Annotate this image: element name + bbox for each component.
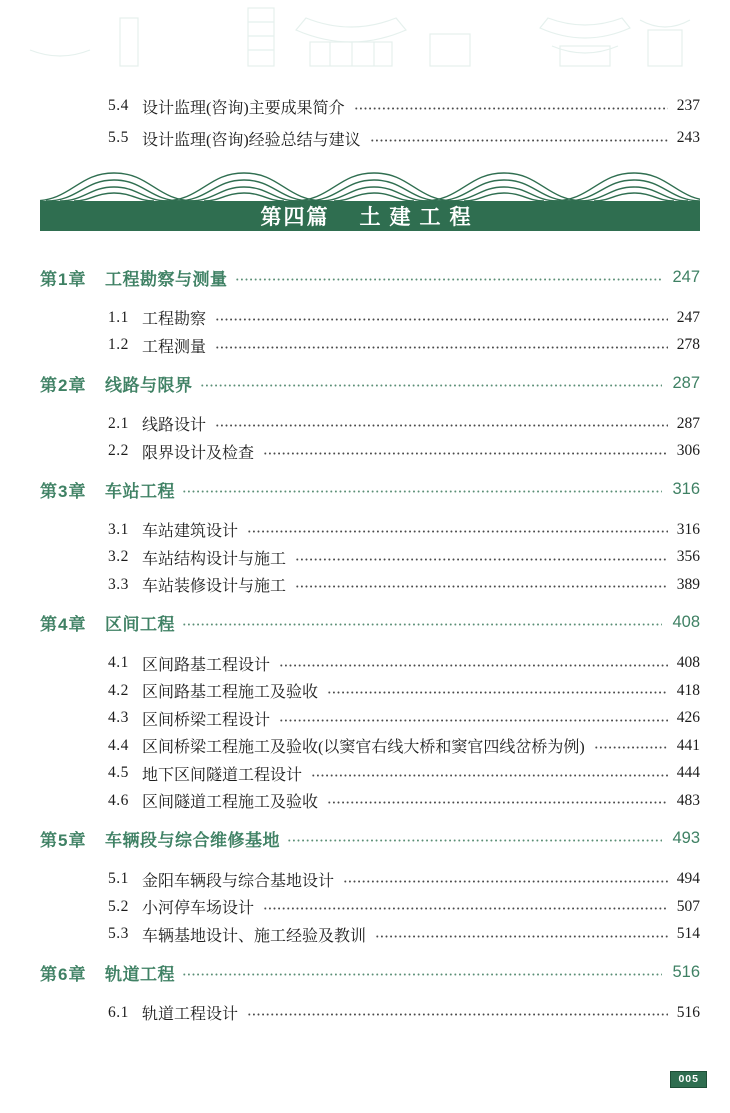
section-title: 区间桥梁工程设计 <box>142 711 271 729</box>
dot-leader <box>215 410 668 438</box>
chapter-title: 车辆段与综合维修基地 <box>105 831 280 850</box>
dot-leader <box>279 650 668 678</box>
chapter-heading-row <box>40 608 700 638</box>
section-title: 小河停车场设计 <box>142 900 255 918</box>
chapter-title: 工程勘察与测量 <box>105 269 228 289</box>
chapter-heading-row <box>40 824 700 854</box>
chapter-page-number: 493 <box>672 829 700 847</box>
chapter-label: 第1章 <box>40 269 87 289</box>
section-page-number: 441 <box>676 736 700 754</box>
chapter-title: 线路与限界 <box>105 375 193 395</box>
part-title: 土建工程 <box>359 206 480 229</box>
dot-leader <box>247 516 668 544</box>
chapter-block <box>40 368 700 465</box>
section-page-number: 243 <box>676 129 700 146</box>
toc-entry-row <box>108 999 700 1027</box>
toc-entry-row <box>108 650 700 678</box>
chapter-page-number: 408 <box>672 613 700 631</box>
section-number: 5.4 <box>108 97 129 114</box>
section-title: 限界设计及检查 <box>142 444 255 462</box>
chapter-page-number: 316 <box>672 479 700 498</box>
chapter-label: 第3章 <box>40 481 87 501</box>
dot-leader <box>247 999 668 1027</box>
dot-leader <box>311 760 668 788</box>
chapter-title: 区间工程 <box>105 615 175 634</box>
toc-entry-row <box>108 410 700 438</box>
section-page-number: 389 <box>676 575 700 593</box>
section-title: 车站装修设计与施工 <box>142 578 287 596</box>
section-page-number: 426 <box>676 709 700 727</box>
section-page-number: 507 <box>676 897 700 915</box>
chapter-label: 第5章 <box>40 831 87 850</box>
section-number: 1.2 <box>108 336 129 354</box>
chapter-heading-row <box>40 474 700 504</box>
toc-entry-row <box>108 760 700 788</box>
chapter-sections <box>40 866 700 949</box>
dot-leader <box>200 368 663 398</box>
dot-leader <box>263 438 668 466</box>
dot-leader <box>182 608 662 638</box>
part-label: 第四篇 <box>260 206 330 229</box>
section-title: 工程勘察 <box>142 311 207 329</box>
dot-leader <box>354 90 668 122</box>
toc-entry-row <box>108 705 700 733</box>
section-page-number: 408 <box>676 654 700 672</box>
toc-entry-row <box>108 921 700 949</box>
dot-leader <box>182 957 662 987</box>
toc-entry-row <box>108 787 700 815</box>
section-title: 工程测量 <box>142 338 207 356</box>
section-number: 5.1 <box>108 870 129 888</box>
section-page-number: 418 <box>676 681 700 699</box>
section-number: 4.3 <box>108 709 129 727</box>
section-title: 区间桥梁工程施工及验收(以窦官右线大桥和窦官四线岔桥为例) <box>142 739 585 757</box>
dot-leader <box>263 893 668 921</box>
section-number: 3.2 <box>108 548 129 566</box>
chapter-label: 第6章 <box>40 964 87 984</box>
prelude-items <box>40 90 700 154</box>
toc-entry-row <box>108 90 700 122</box>
chapter-sections <box>40 999 700 1027</box>
chapter-heading-row <box>40 262 700 292</box>
chapter-title: 车站工程 <box>105 481 175 501</box>
chapter-page-number: 516 <box>672 962 700 981</box>
section-title: 地下区间隧道工程设计 <box>142 766 303 784</box>
chapter-page-number: 247 <box>672 267 700 286</box>
header-illustration <box>0 0 730 72</box>
toc-page <box>40 72 700 1027</box>
toc-entry-row <box>108 332 700 360</box>
section-title: 线路设计 <box>142 417 207 435</box>
section-number: 5.5 <box>108 129 129 146</box>
chapter-label: 第4章 <box>40 615 87 634</box>
chapter-page-number: 287 <box>672 373 700 392</box>
toc-entry-row <box>108 866 700 894</box>
section-title: 区间路基工程设计 <box>142 656 271 674</box>
section-page-number: 356 <box>676 548 700 566</box>
section-title: 金阳车辆段与综合基地设计 <box>142 872 335 890</box>
dot-leader <box>295 571 668 599</box>
chapter-sections <box>40 304 700 359</box>
section-page-number: 237 <box>676 97 700 114</box>
chapter-heading-row <box>40 368 700 398</box>
dot-leader <box>370 122 668 154</box>
section-page-number: 483 <box>676 791 700 809</box>
section-number: 3.3 <box>108 575 129 593</box>
section-title: 车站建筑设计 <box>142 523 239 541</box>
section-title: 设计监理(咨询)主要成果简介 <box>142 99 345 117</box>
dot-leader <box>182 474 662 504</box>
toc-entry-row <box>108 571 700 599</box>
dot-leader <box>594 732 668 760</box>
dot-leader <box>287 824 662 854</box>
section-number: 4.6 <box>108 791 129 809</box>
toc-entry-row <box>108 516 700 544</box>
dot-leader <box>279 705 668 733</box>
section-number: 5.3 <box>108 925 129 943</box>
toc-entry-row <box>108 122 700 154</box>
dot-leader <box>295 544 668 572</box>
section-page-number: 247 <box>676 308 700 326</box>
dot-leader <box>375 921 668 949</box>
chapter-title: 轨道工程 <box>105 964 175 984</box>
section-title: 区间隧道工程施工及验收 <box>142 794 319 812</box>
toc-entry-row <box>108 544 700 572</box>
section-number: 4.1 <box>108 654 129 672</box>
section-page-number: 514 <box>676 925 700 943</box>
section-number: 3.1 <box>108 520 129 538</box>
section-number: 4.5 <box>108 764 129 782</box>
toc-entry-row <box>108 677 700 705</box>
section-page-number: 306 <box>676 442 700 460</box>
section-title: 轨道工程设计 <box>142 1006 239 1024</box>
toc-entry-row <box>108 893 700 921</box>
section-number: 2.2 <box>108 442 129 460</box>
section-page-number: 516 <box>676 1003 700 1021</box>
chapter-list <box>40 262 700 1027</box>
section-page-number: 494 <box>676 870 700 888</box>
toc-entry-row <box>108 732 700 760</box>
dot-leader <box>235 262 663 292</box>
section-page-number: 444 <box>676 764 700 782</box>
section-page-number: 316 <box>676 520 700 538</box>
chapter-sections <box>40 516 700 599</box>
toc-entry-row <box>108 304 700 332</box>
part-banner <box>40 201 700 231</box>
wave-ornament <box>40 171 700 201</box>
chapter-sections <box>40 410 700 465</box>
section-number: 1.1 <box>108 308 129 326</box>
dot-leader <box>327 677 668 705</box>
section-page-number: 287 <box>676 414 700 432</box>
chapter-block <box>40 608 700 815</box>
section-title: 车辆基地设计、施工经验及教训 <box>142 927 367 945</box>
section-number: 4.2 <box>108 681 129 699</box>
chapter-block <box>40 474 700 599</box>
dot-leader <box>327 787 668 815</box>
chapter-block <box>40 824 700 949</box>
toc-entry-row <box>108 438 700 466</box>
chapter-sections <box>40 650 700 815</box>
chapter-block <box>40 957 700 1027</box>
section-number: 2.1 <box>108 414 129 432</box>
dot-leader <box>215 304 668 332</box>
section-number: 4.4 <box>108 736 129 754</box>
page-number-badge: 005 <box>670 1071 707 1088</box>
chapter-block <box>40 262 700 359</box>
section-number: 5.2 <box>108 897 129 915</box>
section-page-number: 278 <box>676 336 700 354</box>
section-title: 车站结构设计与施工 <box>142 550 287 568</box>
chapter-heading-row <box>40 957 700 987</box>
dot-leader <box>343 866 668 894</box>
dot-leader <box>215 332 668 360</box>
section-title: 设计监理(咨询)经验总结与建议 <box>142 131 361 149</box>
section-title: 区间路基工程施工及验收 <box>142 684 319 702</box>
chapter-label: 第2章 <box>40 375 87 395</box>
section-number: 6.1 <box>108 1003 129 1021</box>
